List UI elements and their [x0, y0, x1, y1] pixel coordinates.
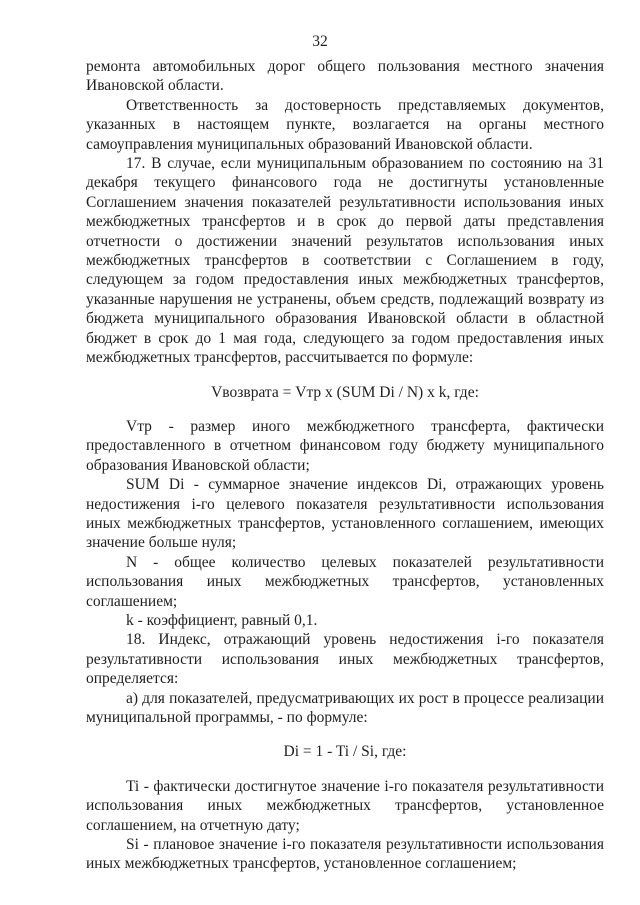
paragraph-sum-di-definition: SUM Di - суммарное значение индексов Di, отражающих уровень недостижения i-го целевого показателя результативности использования иных межбюджетных трансфертов, установленного соглашением, имеющих значение больше нуля;: [86, 476, 604, 552]
formula-di: Di = 1 - Ti / Si, где:: [283, 743, 407, 761]
paragraph-item-18a: а) для показателей, предусматривающих их рост в процессе реализации муниципальной программы, - по формуле:: [86, 689, 604, 726]
paragraph-item-17: 17. В случае, если муниципальным образованием по состоянию на 31 декабря текущего финансового года не достигнуты установленные Соглашением значения показателей результативности использования иных межбюджетных трансфертов и в срок до первой даты представления отчетности о достижении значений результатов использования иных межбюджетных трансфертов в соответствии с Соглашением в году, следующем за годом предоставления иных межбюджетных трансфертов, указанные нарушения не устранены, объем средств, подлежащий возврату из бюджета муниципального образования Ивановской области в областной бюджет в срок до 1 мая года, следующего за годом предоставления иных межбюджетных трансфертов, рассчитывается по формуле:: [86, 155, 604, 367]
paragraph-n-definition: N - общее количество целевых показателей результативности использования иных межбюджетных трансфертов, установленных соглашением;: [86, 553, 604, 610]
paragraph-k-definition: k - коэффициент, равный 0,1.: [126, 611, 318, 629]
paragraph-si-definition: Si - плановое значение i-го показателя результативности использования иных межбюджетных трансфертов, установленное соглашением;: [86, 836, 604, 873]
paragraph-responsibility: Ответственность за достоверность представляемых документов, указанных в настоящем пункте, возлагается на органы местного самоуправления муниципальных образований Ивановской области.: [86, 96, 604, 153]
document-content: [86, 57, 604, 874]
page-number: 32: [312, 33, 328, 50]
paragraph-vtr-definition: Vтр - размер иного межбюджетного трансферта, фактически предоставленного в отчетном финансовом году бюджету муниципального образования Ивановской области;: [86, 417, 604, 474]
paragraph-ti-definition: Ti - фактически достигнутое значение i-го показателя результативности использования иных межбюджетных трансфертов, установленное соглашением, на отчетную дату;: [86, 777, 604, 834]
formula-v-return: Vвозврата = Vтр x (SUM Di / N) x k, где:: [211, 383, 479, 401]
paragraph-continuation: ремонта автомобильных дорог общего пользования местного значения Ивановской области.: [86, 58, 604, 95]
paragraph-item-18: 18. Индекс, отражающий уровень недостижения i-го показателя результативности использования иных межбюджетных трансфертов, определяется:: [86, 631, 604, 688]
